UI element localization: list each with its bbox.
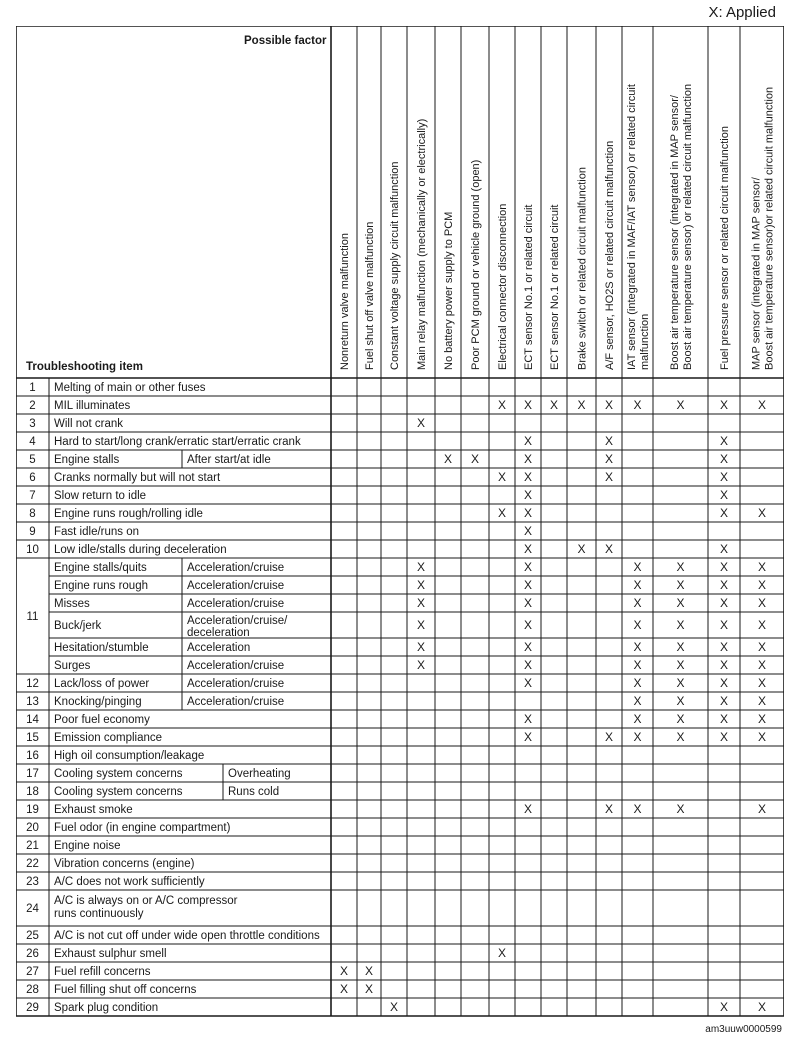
factor-label: Electrical connector disconnection <box>497 203 509 370</box>
applied-mark: X <box>676 802 685 816</box>
troubleshooting-item: MIL illuminates <box>54 400 131 412</box>
row-number: 20 <box>26 822 39 834</box>
applied-mark: X <box>719 434 729 448</box>
applied-mark: X <box>604 398 614 412</box>
applied-mark: X <box>676 712 685 726</box>
troubleshooting-item: Poor fuel economy <box>54 714 150 726</box>
row-number: 28 <box>26 984 39 996</box>
factor-label: Constant voltage supply circuit malfunction <box>389 161 401 370</box>
applied-mark: X <box>633 694 642 708</box>
applied-mark: X <box>676 658 685 672</box>
troubleshooting-item: Cooling system concerns <box>54 768 183 780</box>
applied-mark: X <box>719 398 729 412</box>
applied-mark: X <box>339 964 349 978</box>
troubleshooting-item: Misses <box>54 598 90 610</box>
troubleshooting-item: Engine stalls <box>54 454 120 466</box>
row-number: 9 <box>29 526 36 538</box>
applied-mark: X <box>523 596 533 610</box>
row-number: 19 <box>26 804 39 816</box>
applied-mark: X <box>523 618 533 632</box>
applied-mark: X <box>523 730 533 744</box>
troubleshooting-item: A/C does not work sufficiently <box>54 876 205 888</box>
row-number: 26 <box>26 948 39 960</box>
applied-mark: X <box>719 658 729 672</box>
troubleshooting-item: High oil consumption/leakage <box>54 750 205 762</box>
applied-mark: X <box>523 640 533 654</box>
applied-mark: X <box>523 542 533 556</box>
row-number: 10 <box>26 544 39 556</box>
troubleshooting-item: Knocking/pinging <box>54 696 142 708</box>
applied-mark: X <box>757 640 767 654</box>
troubleshooting-item: Cranks normally but will not start <box>54 472 221 484</box>
applied-mark: X <box>719 596 729 610</box>
applied-mark: X <box>676 596 685 610</box>
row-number: 23 <box>26 876 39 888</box>
troubleshooting-item: Cooling system concerns <box>54 786 183 798</box>
applied-mark: X <box>719 1000 729 1014</box>
applied-mark: X <box>416 596 426 610</box>
applied-mark: X <box>719 618 729 632</box>
condition-label: Acceleration/cruise <box>187 678 285 690</box>
applied-mark: X <box>676 676 685 690</box>
row-number: 21 <box>26 840 39 852</box>
factor-label: Boost air temperature sensor)or related circuit malfunction <box>763 86 776 370</box>
row-number: 16 <box>26 750 39 762</box>
troubleshooting-item: Fast idle/runs on <box>54 526 140 538</box>
applied-mark: X <box>719 488 729 502</box>
row-number: 1 <box>29 382 36 394</box>
troubleshooting-item: A/C is always on or A/C compressor <box>54 895 238 907</box>
applied-mark: X <box>523 676 533 690</box>
applied-mark: X <box>757 596 767 610</box>
row-number: 17 <box>26 768 39 780</box>
applied-mark: X <box>719 730 729 744</box>
troubleshooting-item: Hesitation/stumble <box>54 642 149 654</box>
factor-label: A/F sensor, HO2S or related circuit malfunction <box>604 140 616 370</box>
applied-mark: X <box>719 470 729 484</box>
applied-mark: X <box>497 398 507 412</box>
applied-mark: X <box>416 416 426 430</box>
applied-mark: X <box>676 578 685 592</box>
applied-mark: X <box>676 560 685 574</box>
troubleshooting-item: Engine stalls/quits <box>54 562 147 574</box>
applied-mark: X <box>604 470 614 484</box>
row-number: 5 <box>29 454 36 466</box>
troubleshooting-item: Vibration concerns (engine) <box>54 858 195 870</box>
applied-mark: X <box>719 542 729 556</box>
condition-label: Overheating <box>228 768 291 780</box>
applied-mark: X <box>523 488 533 502</box>
legend: X: Applied <box>708 4 776 21</box>
applied-mark: X <box>757 1000 767 1014</box>
applied-mark: X <box>523 578 533 592</box>
row-number: 14 <box>26 714 39 726</box>
factor-label: MAP sensor (integrated in MAP sensor/ <box>750 177 763 370</box>
troubleshooting-item: Fuel refill concerns <box>54 966 151 978</box>
applied-mark: X <box>497 506 507 520</box>
applied-mark: X <box>719 452 729 466</box>
applied-mark: X <box>604 730 614 744</box>
applied-mark: X <box>443 452 453 466</box>
factor-label: IAT sensor (integrated in MAF/IAT sensor) or related circuit <box>626 84 638 370</box>
applied-mark: X <box>757 506 767 520</box>
row-number: 7 <box>29 490 36 502</box>
troubleshooting-matrix <box>16 26 784 1020</box>
applied-mark: X <box>364 982 374 996</box>
factor-label: Poor PCM ground or vehicle ground (open) <box>470 159 482 370</box>
troubleshooting-item: Engine runs rough/rolling idle <box>54 508 203 520</box>
factor-label: Nonreturn valve malfunction <box>339 233 351 370</box>
applied-mark: X <box>523 658 533 672</box>
applied-mark: X <box>633 658 642 672</box>
troubleshooting-item: Low idle/stalls during deceleration <box>54 544 227 556</box>
row-number: 29 <box>26 1002 39 1014</box>
applied-mark: X <box>633 676 642 690</box>
troubleshooting-item: A/C is not cut off under wide open throttle conditions <box>54 930 320 942</box>
applied-mark: X <box>523 524 533 538</box>
troubleshooting-item: Will not crank <box>54 418 124 430</box>
troubleshooting-item: Engine noise <box>54 840 121 852</box>
applied-mark: X <box>416 578 426 592</box>
applied-mark: X <box>676 694 685 708</box>
factor-label: No battery power supply to PCM <box>443 211 455 370</box>
applied-mark: X <box>633 640 642 654</box>
applied-mark: X <box>577 542 586 556</box>
condition-label: Acceleration <box>187 642 251 654</box>
applied-mark: X <box>719 506 729 520</box>
applied-mark: X <box>633 560 642 574</box>
condition-label: Acceleration/cruise <box>187 562 285 574</box>
applied-mark: X <box>757 560 767 574</box>
condition-label: Runs cold <box>228 786 280 798</box>
troubleshooting-item: Emission compliance <box>54 732 163 744</box>
applied-mark: X <box>633 596 642 610</box>
troubleshooting-item: Buck/jerk <box>54 620 102 632</box>
row-number: 6 <box>29 472 36 484</box>
row-number: 3 <box>29 418 36 430</box>
applied-mark: X <box>633 712 642 726</box>
factor-label: Boost air temperature sensor) or related circuit malfunction <box>682 83 694 370</box>
applied-mark: X <box>757 578 767 592</box>
row-number: 2 <box>29 400 36 412</box>
applied-mark: X <box>676 398 685 412</box>
condition-label: Acceleration/cruise/ <box>187 615 288 627</box>
row-number: 13 <box>26 696 39 708</box>
troubleshooting-item: Melting of main or other fuses <box>54 382 206 394</box>
troubleshooting-item: Hard to start/long crank/erratic start/erratic crank <box>54 436 301 448</box>
applied-mark: X <box>633 618 642 632</box>
applied-mark: X <box>757 730 767 744</box>
troubleshooting-item: Fuel filling shut off concerns <box>54 984 197 996</box>
applied-mark: X <box>416 560 426 574</box>
troubleshooting-item: Fuel odor (in engine compartment) <box>54 822 231 834</box>
troubleshooting-item: Surges <box>54 660 91 672</box>
applied-mark: X <box>633 578 642 592</box>
applied-mark: X <box>604 802 614 816</box>
row-number: 27 <box>26 966 39 978</box>
applied-mark: X <box>633 398 642 412</box>
troubleshooting-item: Slow return to idle <box>54 490 147 502</box>
factor-label: ECT sensor No.1 or related circuit <box>523 204 535 370</box>
applied-mark: X <box>633 802 642 816</box>
row-number: 4 <box>29 436 36 448</box>
applied-mark: X <box>719 676 729 690</box>
condition-label: Acceleration/cruise <box>187 580 285 592</box>
troubleshooting-item: Engine runs rough <box>54 580 148 592</box>
condition-label: deceleration <box>187 627 250 639</box>
troubleshooting-item: Spark plug condition <box>54 1002 159 1014</box>
applied-mark: X <box>577 398 586 412</box>
condition-label: Acceleration/cruise <box>187 696 285 708</box>
row-number: 8 <box>29 508 36 520</box>
applied-mark: X <box>549 398 559 412</box>
troubleshooting-item-label: Troubleshooting item <box>26 361 143 373</box>
row-number: 22 <box>26 858 39 870</box>
applied-mark: X <box>523 802 533 816</box>
document-code: am3uuw0000599 <box>705 1024 782 1035</box>
row-number: 15 <box>26 732 39 744</box>
applied-mark: X <box>497 946 507 960</box>
applied-mark: X <box>757 398 767 412</box>
applied-mark: X <box>757 694 767 708</box>
applied-mark: X <box>364 964 374 978</box>
applied-mark: X <box>416 658 426 672</box>
possible-factor-label: Possible factor <box>244 35 327 47</box>
applied-mark: X <box>719 694 729 708</box>
applied-mark: X <box>719 560 729 574</box>
applied-mark: X <box>523 506 533 520</box>
applied-mark: X <box>719 640 729 654</box>
applied-mark: X <box>339 982 349 996</box>
applied-mark: X <box>523 560 533 574</box>
applied-mark: X <box>757 658 767 672</box>
factor-label: malfunction <box>639 313 651 370</box>
applied-mark: X <box>523 470 533 484</box>
applied-mark: X <box>523 712 533 726</box>
condition-label: Acceleration/cruise <box>187 660 285 672</box>
row-number: 12 <box>26 678 39 690</box>
applied-mark: X <box>757 712 767 726</box>
applied-mark: X <box>604 452 614 466</box>
factor-label: ECT sensor No.1 or related circuit <box>549 204 561 370</box>
applied-mark: X <box>719 578 729 592</box>
row-number: 25 <box>26 930 39 942</box>
applied-mark: X <box>523 398 533 412</box>
applied-mark: X <box>757 802 767 816</box>
troubleshooting-item: runs continuously <box>54 908 144 920</box>
applied-mark: X <box>604 434 614 448</box>
applied-mark: X <box>676 640 685 654</box>
applied-mark: X <box>497 470 507 484</box>
condition-label: Acceleration/cruise <box>187 598 285 610</box>
troubleshooting-item: Exhaust smoke <box>54 804 133 816</box>
applied-mark: X <box>757 676 767 690</box>
row-number: 24 <box>26 903 39 915</box>
factor-label: Fuel shut off valve malfunction <box>364 221 376 370</box>
applied-mark: X <box>523 452 533 466</box>
factor-label: Brake switch or related circuit malfunction <box>576 167 589 370</box>
applied-mark: X <box>416 640 426 654</box>
applied-mark: X <box>416 618 426 632</box>
factor-label: Main relay malfunction (mechanically or electrically) <box>416 118 428 370</box>
applied-mark: X <box>523 434 533 448</box>
troubleshooting-item: Lack/loss of power <box>54 678 150 690</box>
row-number: 11 <box>26 611 39 623</box>
factor-label: Fuel pressure sensor or related circuit malfunction <box>719 126 731 370</box>
applied-mark: X <box>719 712 729 726</box>
applied-mark: X <box>604 542 614 556</box>
applied-mark: X <box>757 618 767 632</box>
applied-mark: X <box>676 618 685 632</box>
applied-mark: X <box>389 1000 399 1014</box>
condition-label: After start/at idle <box>187 454 271 466</box>
troubleshooting-item: Exhaust sulphur smell <box>54 948 167 960</box>
applied-mark: X <box>676 730 685 744</box>
applied-mark: X <box>470 452 480 466</box>
applied-mark: X <box>633 730 642 744</box>
row-number: 18 <box>26 786 39 798</box>
factor-label: Boost air temperature sensor (integrated in MAP sensor/ <box>669 95 681 370</box>
